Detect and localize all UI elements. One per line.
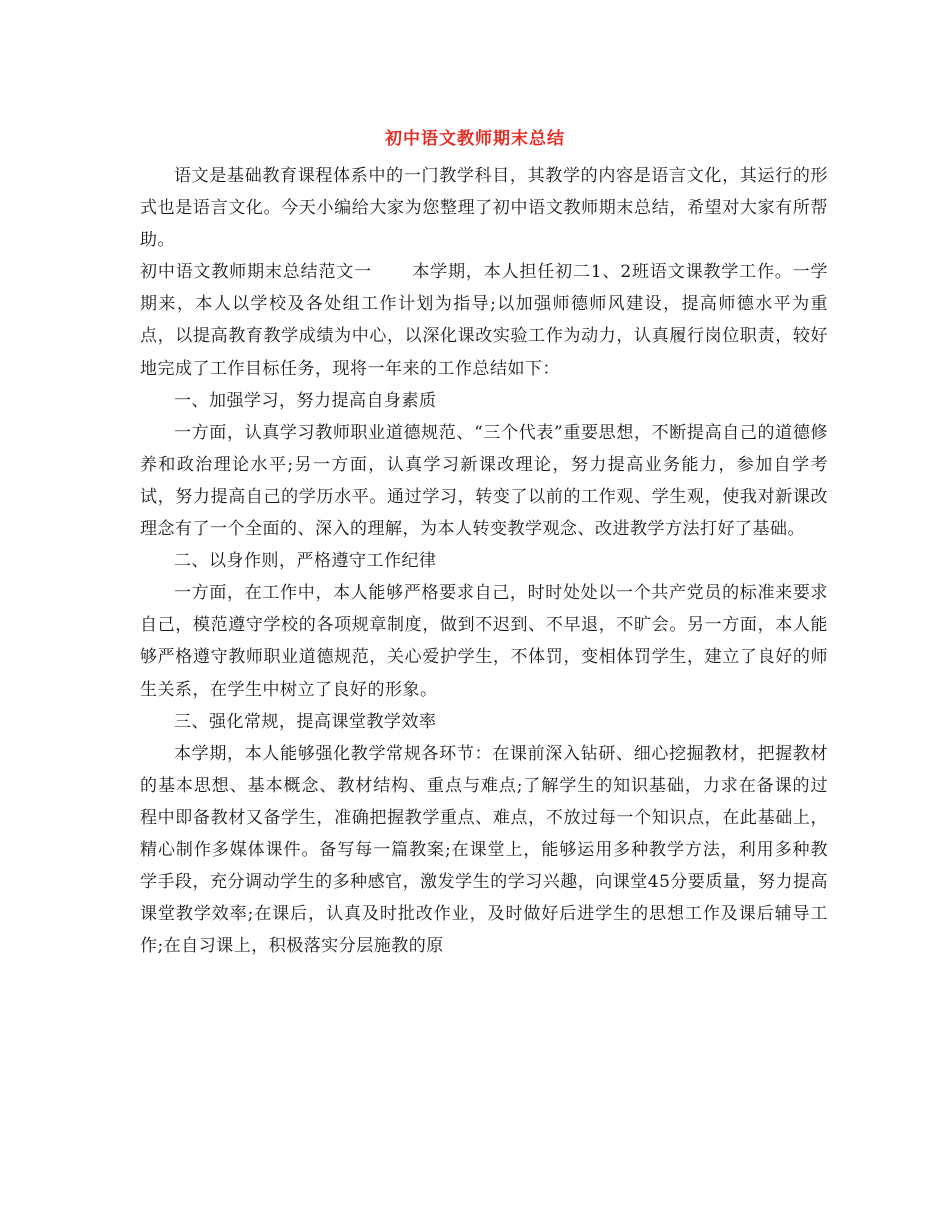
- section3-paragraph: 本学期，本人能够强化教学常规各环节：在课前深入钻研、细心挖掘教材，把握教材的基本思想、基本概念、教材结构、重点与难点;了解学生的知识基础，力求在备课的过程中即备教材又备学生，准确把握教学重点、难点，不放过每一个知识点，在此基础上，精心制作多媒体课件。备写每一篇教案;在课堂上，能够运用多种教学方法，利用多种教学手段，充分调动学生的多种感官，激发学生的学习兴趣，向课堂45分要质量，努力提高课堂教学效率;在课后，认真及时批改作业，及时做好后进学生的思想工作及课后辅导工作;在自习课上，积极落实分层施教的原: [140, 743, 828, 957]
- document-body: [140, 160, 828, 962]
- document-title: 初中语文教师期末总结: [385, 129, 565, 149]
- section2-heading: 二、以身作则，严格遵守工作纪律: [174, 551, 437, 572]
- section1-paragraph: 一方面，认真学习教师职业道德规范、“三个代表”重要思想，不断提高自己的道德修养和政治理论水平;另一方面，认真学习新课改理论，努力提高业务能力，参加自学考试，努力提高自己的学历水平。通过学习，转变了以前的工作观、学生观，使我对新课改理念有了一个全面的、深入的理解，为本人转变教学观念、改进教学方法打好了基础。: [140, 422, 828, 540]
- sample-paragraph: [140, 256, 828, 384]
- sample-heading: 初中语文教师期末总结范文一: [140, 262, 373, 283]
- intro-paragraph: 语文是基础教育课程体系中的一门教学科目，其教学的内容是语言文化，其运行的形式也是语言文化。今天小编给大家为您整理了初中语文教师期末总结，希望对大家有所帮助。: [140, 166, 828, 251]
- sample-lead-text: 本学期，本人担任初二1、2班语文课教学工作。一学期来，本人以学校及各处组工作计划为指导;以加强师德师风建设，提高师德水平为重点，以提高教育教学成绩为中心，以深化课改实验工作为动力，认真履行岗位职责，较好地完成了工作目标任务，现将一年来的工作总结如下：: [140, 262, 829, 379]
- section1-heading: 一、加强学习，努力提高自身素质: [174, 390, 437, 411]
- section3-heading: 三、强化常规，提高课堂教学效率: [174, 711, 437, 732]
- section2-paragraph: 一方面，在工作中，本人能够严格要求自己，时时处处以一个共产党员的标准来要求自己，模范遵守学校的各项规章制度，做到不迟到、不早退，不旷会。另一方面，本人能够严格遵守教师职业道德规范，关心爱护学生，不体罚，变相体罚学生，建立了良好的师生关系，在学生中树立了良好的形象。: [140, 583, 828, 700]
